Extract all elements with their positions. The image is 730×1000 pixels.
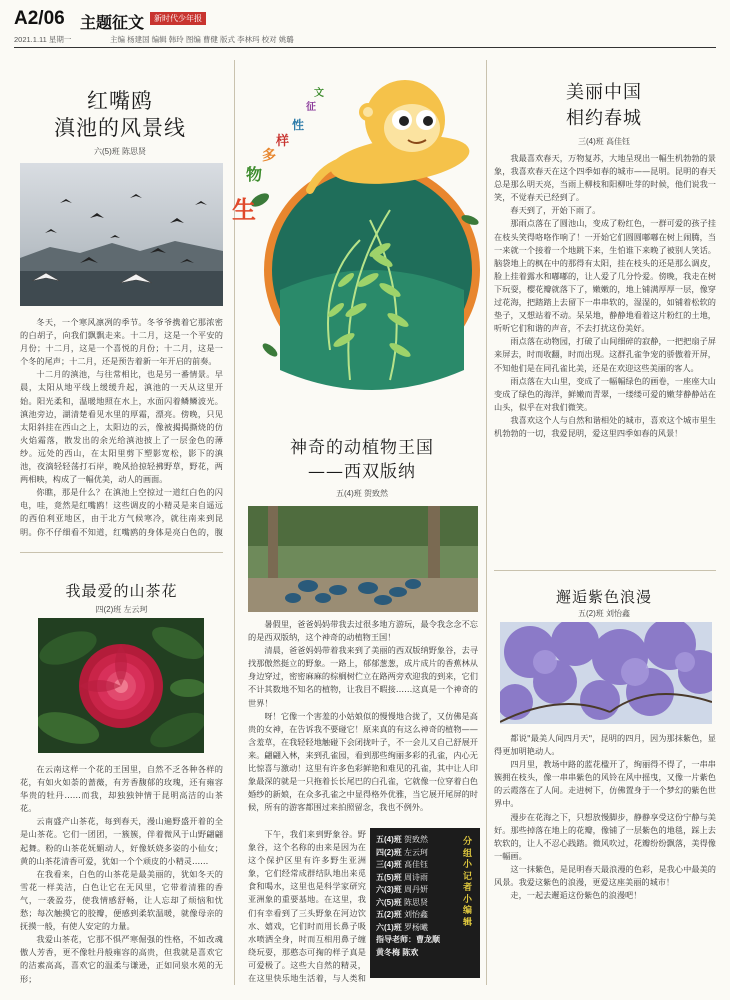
page-number: A2/06 xyxy=(14,8,65,29)
xsbn-body-bottom: 下午，我们来到野象谷。野象谷，这个名称的由来是因为在这个保护区里有许多野生亚洲象，它们经常成群结队地出来觅食和喝水，这里也是科学家研究亚洲象的重要基地。在这里，我们有幸看到了三头野象在河边饮水、嬉戏，它们时而用长鼻子吸水喷洒全身，时而互相用鼻子缠绕玩耍，那憨态可掬的样子真是可爱极了。这些大自然的精灵，在这里快乐地生活着，与人类和 xyxy=(248,829,366,984)
xsbn-body-left: 暑假里，爸爸妈妈带我去过很多地方游玩，最令我念念不忘的是西双版纳，这个神奇的动植物王国！ 清晨，爸爸妈妈带着我来到了美丽的西双版纳野象谷，去寻找那傲然挺立的野象。一路上，郁郁葱葱，成片成片的香蕉林从身边穿过，密密麻麻的棕榈树伫立在路两旁欢迎我的到来，它们不计其数地不知名的植物，让我目不暇接……这真是一个神奇的世界！ 呀！它像一个害羞的小姑娘似的慢慢地合拢了，又仿佛是高贵的女神，在告诉我不要碰它！原来真的有这么神奇的植物——含羞草，在我轻轻地触碰下会闭拢叶子，不一会儿又自己舒展开来。翩翩入林，来到孔雀园，看到那些绚丽多彩的孔雀，内心无比惊喜与激动！这里有许多色彩鲜艳和难见的孔雀，其中让人印象最深的就是一只拖着长长尾巴的白孔雀，它就像一位穿着白色婚纱的新娘，在众多孔雀之中显得格外优雅，当它展开尾屏的时候，所有的游客都围过来拍照留念，我也不例外。 xyxy=(248,619,478,813)
monkey-character xyxy=(310,80,472,192)
credit-teachers: 指导老师：曹龙顺 xyxy=(376,935,440,944)
seagull-photo xyxy=(20,163,223,306)
peacock-scene xyxy=(248,506,478,612)
spring-author: 三(4)班 高佳钰 xyxy=(578,137,630,146)
camellia-title: 我最爱的山茶花 xyxy=(65,582,178,600)
kunming-author: 六(5)班 陈思贤 xyxy=(94,147,146,156)
date-line: 2021.1.11 星期一 xyxy=(14,35,72,44)
collection-char-3: 多 xyxy=(262,148,276,164)
xsbn-author: 五(4)班 贺致然 xyxy=(336,489,388,498)
credit-row: 六(5)班 陈思贤 xyxy=(376,897,429,907)
camellia-scene xyxy=(38,618,204,753)
left-divider xyxy=(20,552,223,553)
purple-body: 都说"最美人间四月天"，昆明的四月，因为那抹紫色，显得更加明艳动人。 四月里，教场中路的蓝花楹开了，绚丽得不得了，一串串簇拥在枝头，像一串串紫色的风铃在风中摇曳，又像一片紫色的云霞落在了人间。走进树下，仿佛置身于一个梦幻的紫色世界中。 漫步在花海之下，只想放慢脚步，静静享受这份宁静与美好。那些掉落在地上的花瓣，像铺了一层紫色的地毯，踩上去软软的，让人不忍心践踏。微风吹过，花瓣纷纷飘落，美得像一幅画。 这一抹紫色，是昆明春天最浪漫的色彩，是我心中最美的风景。我爱这紫色的浪漫，更爱这座美丽的城市！ 走，一起去邂逅这份紫色的浪漫吧！ xyxy=(494,733,716,901)
collection-char-1: 生 xyxy=(232,196,256,224)
credit-row: 五(5)班 周诗雨 xyxy=(376,872,429,882)
jacaranda-scene xyxy=(500,622,712,724)
header-divider xyxy=(14,47,716,48)
spring-body: 我最喜欢春天，万物复苏，大地呈现出一幅生机勃勃的景象，我喜欢春天在这个四季如春的城市——昆明。昆明的春天总是那么明天亮，当雨上柳枝和阳柳吐芽的时候，他们说我一笑，不觉春天已经到了。 春天到了，开始下雨了。 那雨点落在了圆池山，变成了粉红色，一群可爱的孩子挂在枝头笑得咯咯作响了！一开始它们圆圆嘟嘟在树上闹腾，当一来就一个接着一个地跳下来，生怕谁下来晚了被别人笑话。脑袋地上的枫在中的那得有太阳，挂在枝头的还是那么调皮，脸上挂着露水和嘟嘟的，让人爱了几分怜爱。傍晚，我走在树下玩耍，樱花瓣就落下了，嫩嫩的，地上铺满厚厚一层，像穿过花海，把踏踏上去留下一串串软的，湿湿的，如铺着松软的垫子，又想站着不动。呆呆地，静静地看着这片粉红的土地，听听它们和谐的声音，不去打扰这份美好。 雨点落在动物园，打破了山间细碎的寂静，一把把扇子屏来屏去，时而收翻，时而出现。这群孔雀争宠的骄傲着开屏，不知他们是在同孔雀比美，还是在欢迎这些美丽的客人。 雨点落在大山里，变成了一幅幅绿色的画卷，一座座大山变成了绿色的海洋，鲜嫩而青翠，一缕缕可爱的嫩芽静静站在山头，似乎在对我们微笑。 我喜欢这个人与自然和谐相处的城市，喜欢这个城市里生机勃勃的一切，我爱昆明，爱这里四季如春的风景！ xyxy=(494,153,716,438)
credit-row: 六(3)班 周丹妍 xyxy=(376,885,429,894)
staff-line: 主编 杨建国 编辑 韩玲 图编 曹健 版式 李林玛 校对 姚璐 xyxy=(110,35,294,44)
purple-author: 五(2)班 刘怡鑫 xyxy=(578,609,630,618)
seagull-scene xyxy=(20,163,223,306)
brand-badge: 新时代少年报 xyxy=(150,12,206,25)
jacaranda-photo xyxy=(500,622,712,724)
collection-char-6: 征 xyxy=(306,102,316,113)
credits-box xyxy=(370,828,480,978)
camellia-photo xyxy=(38,618,204,753)
credit-teachers-2: 黄冬梅 陈欢 xyxy=(376,947,419,957)
camellia-body: 在云南这样一个花的王国里，自然不乏各种各样的花，有如火如荼的蔷薇，有芳香馥郁的玫瑰，还有雍容华贵的牡丹……而我，却独独钟情于昆明高洁的山茶花。 云南盛产山茶花，每到春天，漫山遍野盛开着的全是山茶花。它们一团团，一簇簇，伴着微风于山野翩翩起舞。粉的山茶花妩媚动人，好像妖娆多姿的小仙女；黄的山茶花清香可爱，犹如一个个顽皮的小精灵…… 在我看来，白色的山茶花是最美丽的，犹如冬天的雪花一样美洁，白色让它在无风里，它带着清雅的香气，一袭盈芬，使我情感舒畅，让人忘却了烦恼和忧愁；每次触摸它的胶瓣，便感到柔软温暖，就像母亲的抚摸一般，有使人安定的力量。 我爱山茶花，它那不惧严寒倔强的性格，不如改魂傲人芳香，更不像牡丹般雍容的高贵，但我就是喜欢它的洁素高高，喜欢它的温柔与谦逊，正如同泉水苑的无形； xyxy=(20,764,223,984)
camellia-flower xyxy=(79,644,163,728)
kunming-title: 红嘴鸥 滇池的风景线 xyxy=(54,89,186,140)
xsbn-title: 神奇的动植物王国 ——西双版纳 xyxy=(290,438,434,482)
credits-list xyxy=(376,834,454,959)
column-divider-right xyxy=(486,60,487,985)
collection-char-2: 物 xyxy=(246,165,263,184)
globe-art xyxy=(240,50,480,430)
credit-row: 四(2)班 左云珂 xyxy=(376,847,429,857)
camellia-author: 四(2)班 左云珂 xyxy=(95,605,148,614)
peacock-photo xyxy=(248,506,478,612)
credit-row: 六(1)班 罗杨曦 xyxy=(376,922,429,932)
collection-char-7: 文 xyxy=(314,88,324,99)
section-name: 主题征文 xyxy=(80,15,145,32)
credit-row: 五(2)班 刘怡鑫 xyxy=(376,910,429,919)
right-divider xyxy=(494,570,716,571)
credits-side-tag: 分组小记者小编辑 xyxy=(463,836,473,927)
credit-row: 三(4)班 高佳钰 xyxy=(376,860,429,869)
biodiversity-illustration xyxy=(232,50,480,430)
collection-char-4: 样 xyxy=(276,134,290,149)
collection-char-5: 性 xyxy=(292,118,305,132)
page-header xyxy=(14,6,716,48)
kunming-body: 冬天，一个寒风凛冽的季节。冬爷爷携着它那浓密的白胡子，向我们飘飘走来。十二月，这是一个平安的月份；十二月，这是一个喜悦的月份；十二月，这是一个冬的尾声；十二月，还是预告着新一年开启的前奏。 十二月的滇池，与往常相比，也是另一番情景。早晨，太阳从地平线上缓缓升起，滇池的一天从这里开始。阳光柔和，温暖地照在水上，水面闪着鳞鳞波光。滇池旁边，湖清楚看见水里的厚霜，漂亮。傍晚，只见太阳斜挂在西山之上，太阳边的云，像被揭揭撕烧的仿火焰霜落，散发出的余光给滇池披上了一层金色的薄纱。远处的西山，在太阳里剪下塑影宽松，影下的滇池，夜滴轻轻荡打石岸，晚风拾掠轻拂野草，野花，两两相映，构成了一幅优美，动人的画面。 你瞧，那是什么？在滇池上空掠过一道红白色的闪电，哇，竟然是红嘴鸥！这些调皮的小精灵是来自遥远的西伯利亚地区，由于北方气候寒冷，就往南来到昆明。你不仔细看不知道，红嘴鸥的身体是亮白色的，腹 xyxy=(20,317,223,537)
credit-row: 五(4)班 贺致然 xyxy=(376,835,429,844)
spring-title: 美丽中国 相约春城 xyxy=(566,82,642,129)
purple-title: 邂逅紫色浪漫 xyxy=(555,588,652,606)
